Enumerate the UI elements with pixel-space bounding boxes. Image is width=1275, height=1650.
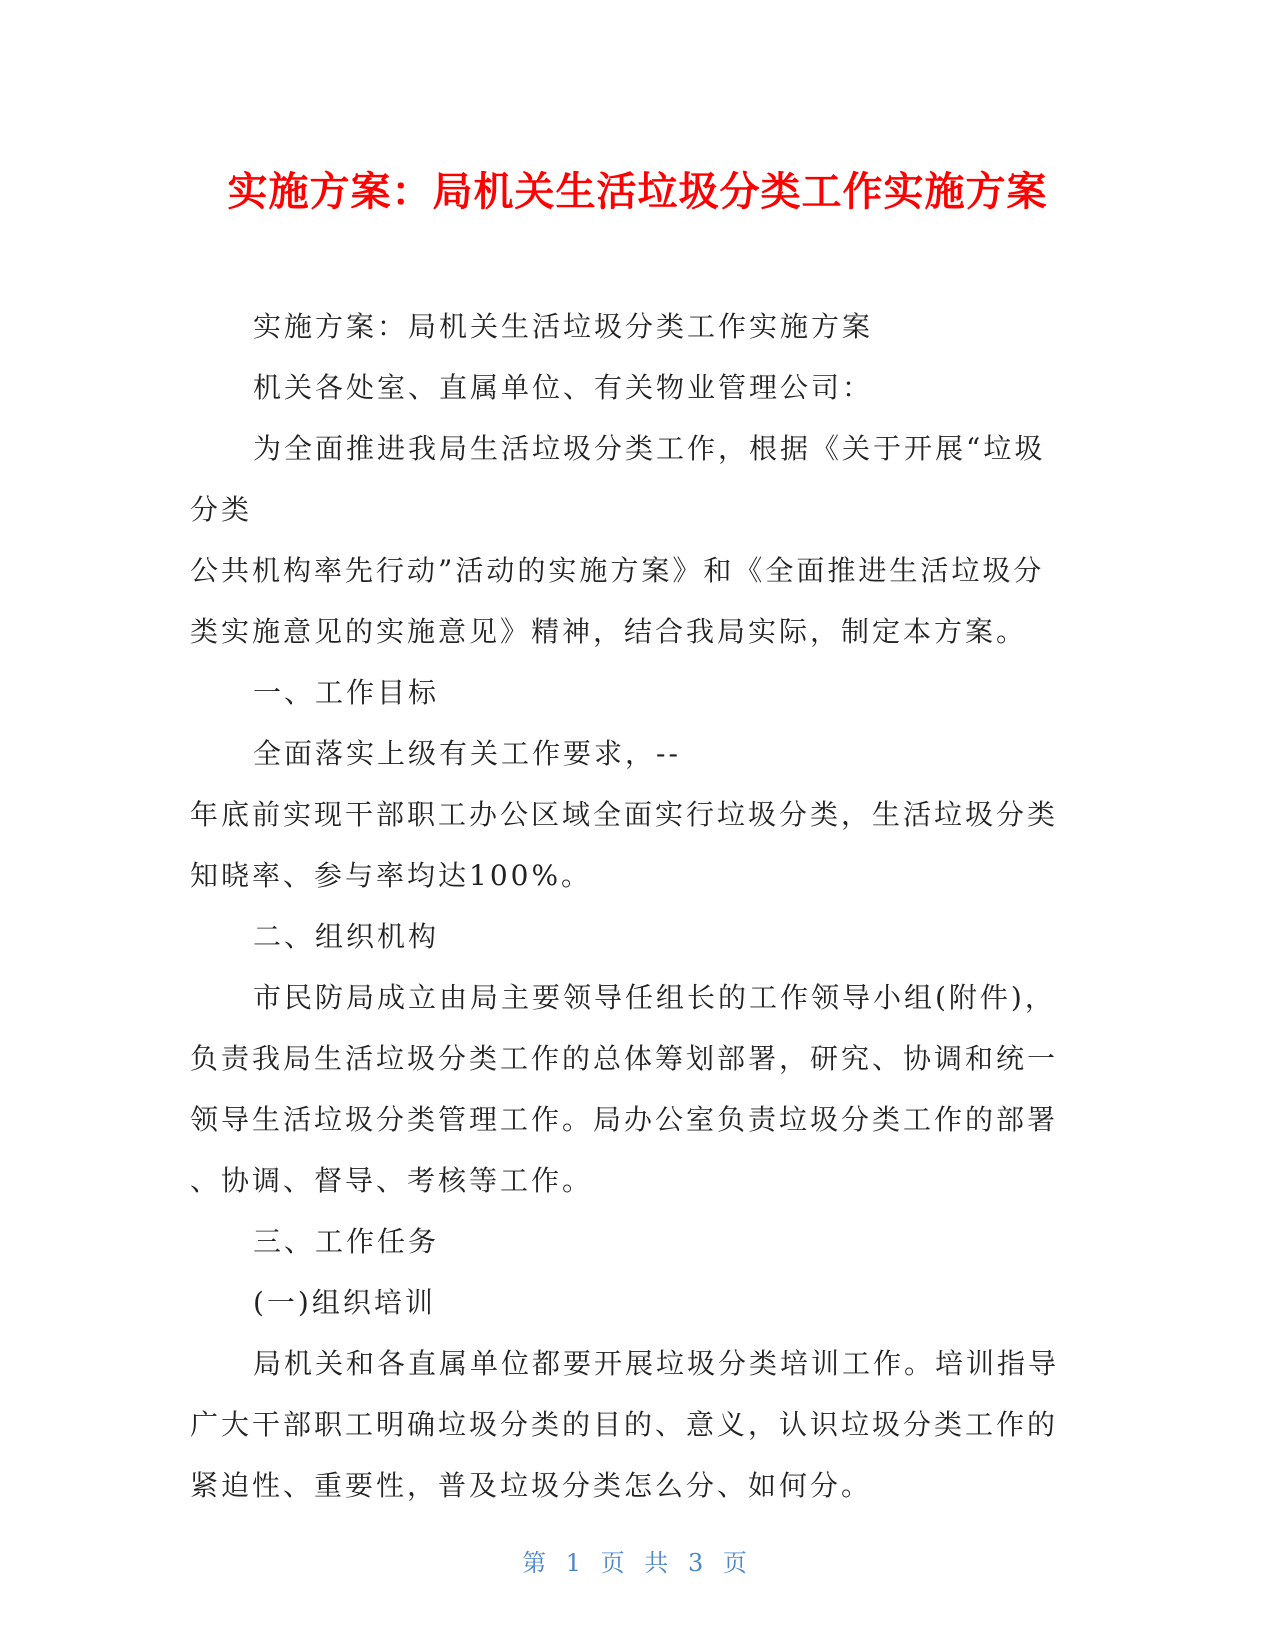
body-line: 分类	[190, 493, 253, 526]
body-line: 实施方案：局机关生活垃圾分类工作实施方案	[253, 310, 874, 343]
section-heading: 二、组织机构	[253, 920, 440, 953]
body-line: 、协调、督导、考核等工作。	[190, 1164, 594, 1197]
subsection-heading: (一)组织培训	[253, 1286, 436, 1319]
section-heading: 三、工作任务	[253, 1225, 440, 1258]
body-line: 领导生活垃圾分类管理工作。局办公室负责垃圾分类工作的部署	[190, 1103, 1059, 1136]
body-line: 知晓率、参与率均达100%。	[190, 859, 593, 892]
body-line: 市民防局成立由局主要领导任组长的工作领导小组(附件)，	[253, 981, 1056, 1014]
page-number-footer: 第 1 页 共 3 页	[522, 1549, 753, 1577]
body-line: 负责我局生活垃圾分类工作的总体筹划部署，研究、协调和统一	[190, 1042, 1059, 1075]
body-line: 年底前实现干部职工办公区域全面实行垃圾分类，生活垃圾分类	[190, 798, 1059, 831]
body-line: 紧迫性、重要性，普及垃圾分类怎么分、如何分。	[190, 1469, 873, 1502]
body-line: 全面落实上级有关工作要求，--	[253, 737, 681, 770]
document-title: 实施方案：局机关生活垃圾分类工作实施方案	[227, 169, 1048, 215]
section-heading: 一、工作目标	[253, 676, 440, 709]
body-line: 局机关和各直属单位都要开展垃圾分类培训工作。培训指导	[253, 1347, 1060, 1380]
body-line: 广大干部职工明确垃圾分类的目的、意义，认识垃圾分类工作的	[190, 1408, 1059, 1441]
body-line: 公共机构率先行动”活动的实施方案》和《全面推进生活垃圾分	[190, 554, 1045, 587]
body-line: 机关各处室、直属单位、有关物业管理公司：	[253, 371, 874, 404]
body-line: 为全面推进我局生活垃圾分类工作，根据《关于开展“垃圾	[253, 432, 1046, 465]
document-body	[190, 296, 1070, 1516]
body-line: 类实施意见的实施意见》精神，结合我局实际，制定本方案。	[190, 615, 1028, 648]
